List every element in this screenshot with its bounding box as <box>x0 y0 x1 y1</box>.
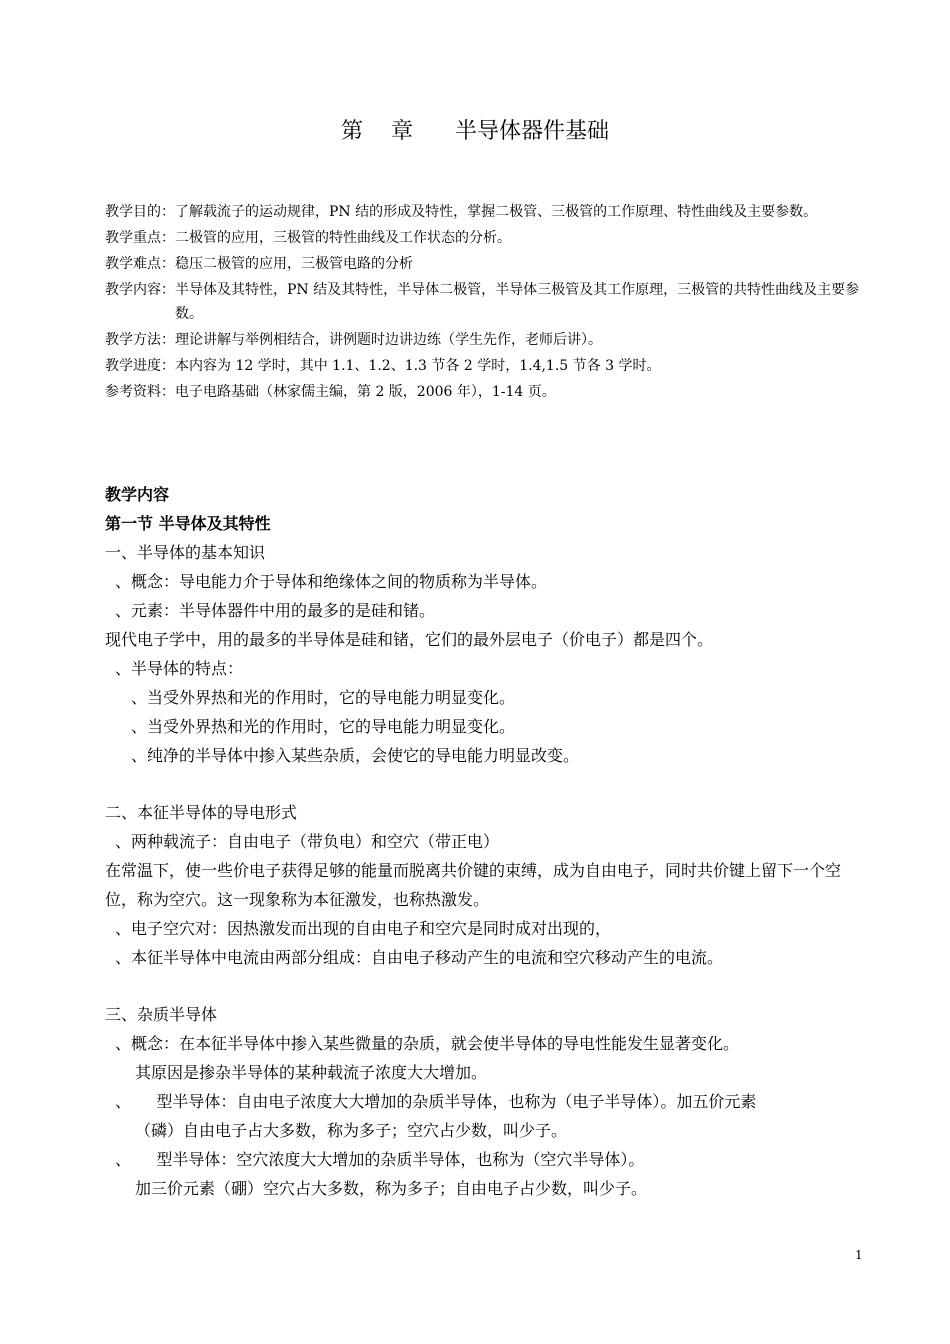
paragraph-line: 、电子空穴对：因热激发而出现的自由电子和空穴是同时成对出现的， <box>115 919 612 938</box>
meta-label: 教学重点： <box>105 230 175 246</box>
meta-value: 了解载流子的运动规律，PN 结的形成及特性，掌握二极管、三极管的工作原理、特性曲线及主要参数。 <box>175 204 818 220</box>
paragraph-line: （磷）自由电子占大多数，称为多子；空穴占少数，叫少子。 <box>135 1121 568 1140</box>
chapter-title: 第 章 半导体器件基础 <box>341 119 609 144</box>
meta-value: 本内容为 12 学时，其中 1.1、1.2、1.3 节各 2 学时，1.4,1.5 节各 3 学时。 <box>175 358 661 374</box>
document-body <box>105 480 867 1203</box>
meta-row-schedule <box>105 354 867 378</box>
paragraph-line: 、 型半导体：自由电子浓度大大增加的杂质半导体，也称为（电子半导体）。加五价元素 <box>115 1092 757 1111</box>
paragraph-line: 其原因是掺杂半导体的某种载流子浓度大大增加。 <box>135 1063 488 1082</box>
meta-label: 教学内容： <box>105 282 175 298</box>
paragraph-line: 现代电子学中，用的最多的半导体是硅和锗，它们的最外层电子（价电子）都是四个。 <box>105 630 714 649</box>
paragraph-line: 、概念：导电能力介于导体和绝缘体之间的物质称为半导体。 <box>115 572 548 591</box>
spacer <box>105 770 867 798</box>
paragraph-line: 、半导体的特点： <box>115 659 244 678</box>
meta-row-difficulties <box>105 252 867 276</box>
section-title: 二、本征半导体的导电形式 <box>105 803 298 822</box>
paragraph-line: 、当受外界热和光的作用时，它的导电能力明显变化。 <box>131 688 516 707</box>
paragraph-line: 、两种载流子：自由电子（带负电）和空穴（带正电） <box>115 832 500 851</box>
meta-row-method <box>105 328 867 352</box>
paragraph-line: 、元素：半导体器件中用的最多的是硅和锗。 <box>115 601 436 620</box>
paragraph: 在常温下，使一些价电子获得足够的能量而脱离共价键的束缚，成为自由电子，同时共价键上留下一个空位，称为空穴。这一现象称为本征激发，也称热激发。 <box>105 861 842 909</box>
meta-value: 半导体及其特性，PN 结及其特性，半导体二极管，半导体三极管及其工作原理，三极管的共特性曲线及主要参数。 <box>175 282 860 322</box>
meta-label: 教学难点： <box>105 256 175 272</box>
spacer <box>105 972 867 1000</box>
section-title: 一、半导体的基本知识 <box>105 543 266 562</box>
section-heading: 教学内容 <box>105 485 170 504</box>
teaching-meta <box>105 200 867 406</box>
paragraph-line: 、纯净的半导体中掺入某些杂质，会使它的导电能力明显改变。 <box>131 746 580 765</box>
paragraph-line: 、 型半导体：空穴浓度大大增加的杂质半导体，也称为（空穴半导体）。 <box>115 1150 645 1169</box>
meta-label: 参考资料： <box>105 384 175 400</box>
meta-value: 二极管的应用，三极管的特性曲线及工作状态的分析。 <box>175 230 511 246</box>
meta-value: 理论讲解与举例相结合，讲例题时边讲边练（学生先作，老师后讲）。 <box>175 332 602 348</box>
paragraph-line: 、当受外界热和光的作用时，它的导电能力明显变化。 <box>131 717 516 736</box>
paragraph-line: 、概念：在本征半导体中掺入某些微量的杂质，就会使半导体的导电性能发生显著变化。 <box>115 1034 740 1053</box>
meta-value: 电子电路基础（林家儒主编，第 2 版，2006 年），1-14 页。 <box>175 384 556 400</box>
meta-row-references <box>105 380 867 404</box>
page-number: 1 <box>855 1248 863 1262</box>
meta-row-objective <box>105 200 867 224</box>
subsection-heading: 第一节 半导体及其特性 <box>105 514 271 533</box>
meta-label: 教学进度： <box>105 358 175 374</box>
paragraph-line: 、本征半导体中电流由两部分组成：自由电子移动产生的电流和空穴移动产生的电流。 <box>115 948 724 967</box>
meta-row-keypoints <box>105 226 867 250</box>
meta-value: 稳压二极管的应用，三极管电路的分析 <box>175 256 413 272</box>
meta-label: 教学目的： <box>105 204 175 220</box>
meta-row-content <box>105 278 867 326</box>
section-title: 三、杂质半导体 <box>105 1005 218 1024</box>
meta-label: 教学方法： <box>105 332 175 348</box>
paragraph-line: 加三价元素（硼）空穴占大多数，称为多子；自由电子占少数，叫少子。 <box>135 1179 648 1198</box>
